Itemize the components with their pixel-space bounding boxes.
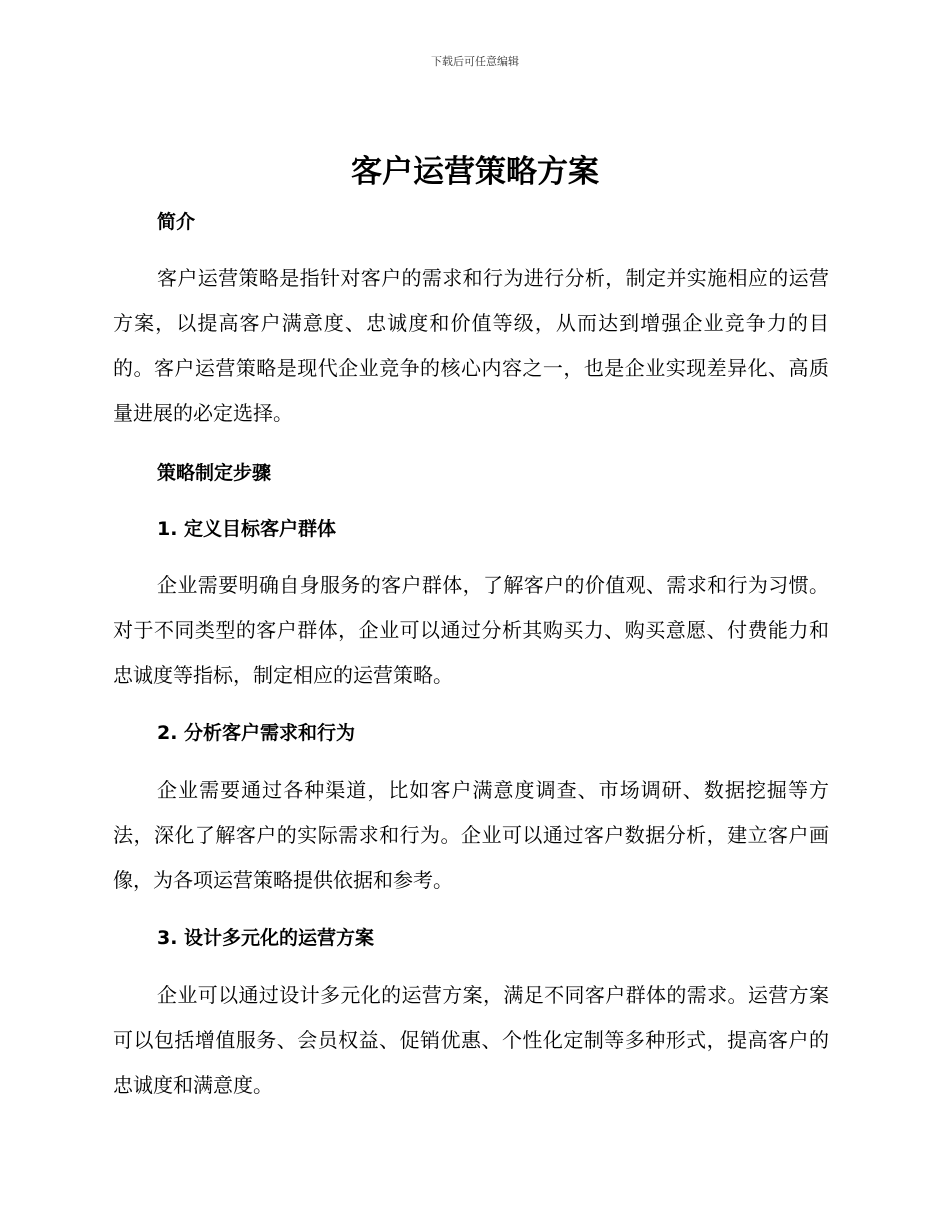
step-1-paragraph: 企业需要明确自身服务的客户群体，了解客户的价值观、需求和行为习惯。对于不同类型的客户群体，企业可以通过分析其购买力、购买意愿、付费能力和忠诚度等指标，制定相应的运营策略。 bbox=[113, 573, 829, 687]
step-3-paragraph: 企业可以通过设计多元化的运营方案，满足不同客户群体的需求。运营方案可以包括增值服务、会员权益、促销优惠、个性化定制等多种形式，提高客户的忠诚度和满意度。 bbox=[113, 983, 829, 1097]
step-3-heading: 3. 设计多元化的运营方案 bbox=[157, 927, 375, 949]
intro-heading: 简介 bbox=[157, 211, 196, 233]
steps-heading: 策略制定步骤 bbox=[157, 462, 272, 484]
page-header-note: 下载后可任意编辑 bbox=[431, 55, 519, 68]
step-2-paragraph: 企业需要通过各种渠道，比如客户满意度调查、市场调研、数据挖掘等方法，深化了解客户的实际需求和行为。企业可以通过客户数据分析，建立客户画像，为各项运营策略提供依据和参考。 bbox=[113, 778, 829, 892]
document-title: 客户运营策略方案 bbox=[351, 154, 599, 190]
intro-paragraph: 客户运营策略是指针对客户的需求和行为进行分析，制定并实施相应的运营方案，以提高客户满意度、忠诚度和价值等级，从而达到增强企业竞争力的目的。客户运营策略是现代企业竞争的核心内容之一，也是企业实现差异化、高质量进展的必定选择。 bbox=[113, 266, 829, 425]
step-2-heading: 2. 分析客户需求和行为 bbox=[157, 722, 356, 744]
step-1-heading: 1. 定义目标客户群体 bbox=[157, 518, 337, 540]
